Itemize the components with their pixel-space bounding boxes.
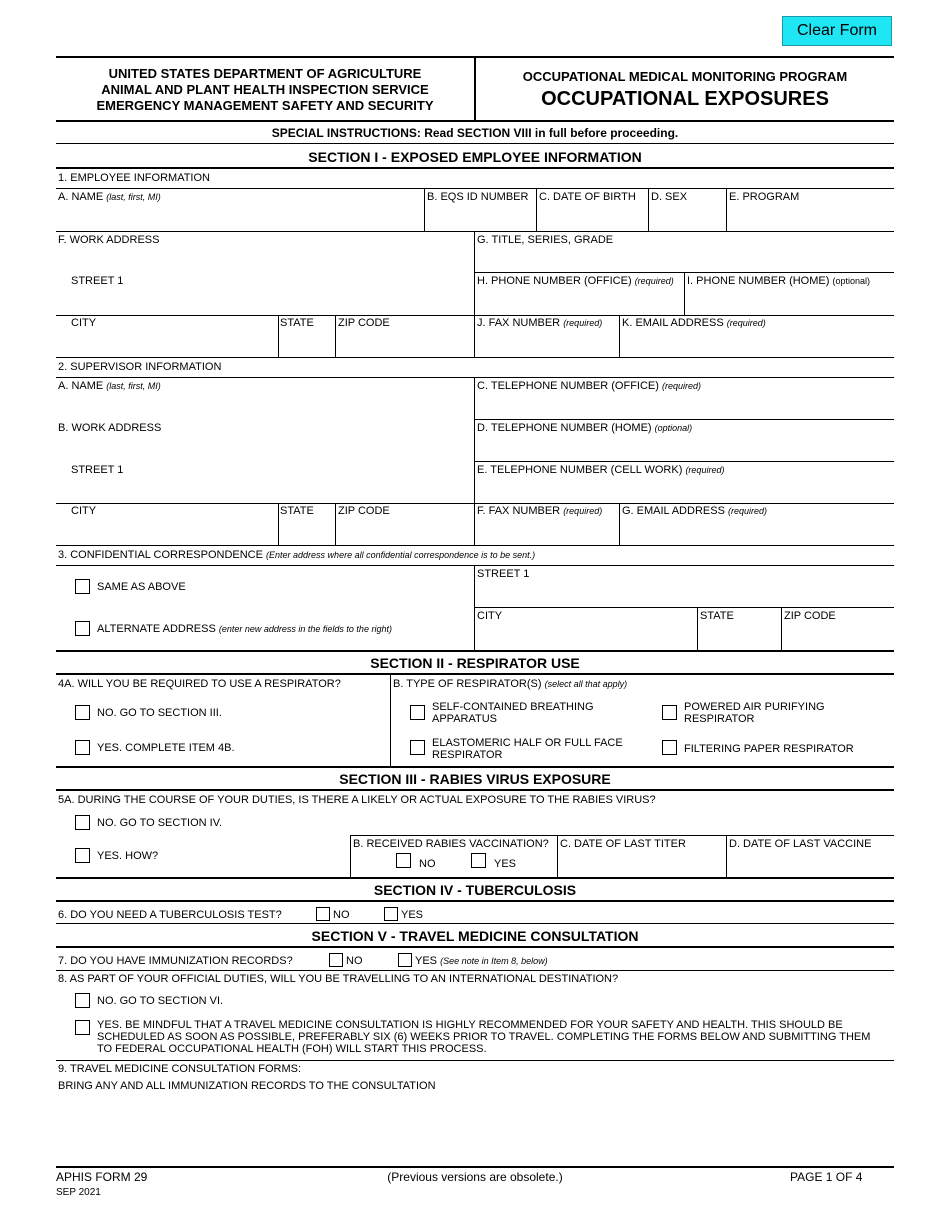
sup-tel-cell-field[interactable]	[475, 477, 893, 502]
tb-yes-checkbox[interactable]	[384, 907, 398, 921]
rabies-no-label: NO. GO TO SECTION IV.	[97, 817, 223, 829]
sup-tel-home-field[interactable]	[475, 435, 893, 460]
respirator-yes-checkbox[interactable]	[75, 740, 90, 755]
email-label: K. EMAIL ADDRESS (required)	[622, 317, 766, 329]
fax-label: J. FAX NUMBER (required)	[477, 317, 603, 329]
sup-city-label: CITY	[71, 505, 97, 517]
q6-label: 6. DO YOU NEED A TUBERCULOSIS TEST?	[58, 909, 282, 921]
street-label: STREET 1	[71, 275, 124, 287]
section-1-title: SECTION I - EXPOSED EMPLOYEE INFORMATION	[308, 149, 642, 165]
program-field[interactable]	[727, 204, 893, 229]
sup-email-label: G. EMAIL ADDRESS (required)	[622, 505, 767, 517]
employee-name-field[interactable]	[57, 204, 423, 229]
travel-yes-label: YES. BE MINDFUL THAT A TRAVEL MEDICINE CONSULTATION IS HIGHLY RECOMMENDED FOR YOUR SAFETY AND HEALTH. THIS SHOULD BE SCHEDULED AS SOON AS POSSIBLE, PREFERABLY SIX (6) WEEKS PRIOR TO TRAVEL. COMPLETING THE FORMS BELOW AND SUBMITTING THEM TO FEDERAL OCCUPATIONAL HEALTH (FOH) WILL START THIS PROCESS.	[97, 1019, 871, 1055]
sup-email-field[interactable]	[620, 518, 893, 543]
sup-street-field[interactable]	[57, 477, 473, 502]
phone-office-field[interactable]	[475, 288, 683, 313]
city-label: CITY	[71, 317, 97, 329]
last-titer-field[interactable]	[558, 851, 725, 875]
elastomeric-checkbox[interactable]	[410, 740, 425, 755]
respirator-no-checkbox[interactable]	[75, 705, 90, 720]
scba-label: SELF-CONTAINED BREATHING APPARATUS	[432, 701, 594, 725]
q9-label: 9. TRAVEL MEDICINE CONSULTATION FORMS:	[58, 1063, 302, 1075]
sup-street-label: STREET 1	[71, 464, 124, 476]
eqs-id-label: B. EQS ID NUMBER	[427, 191, 529, 203]
cc-zip-label: ZIP CODE	[784, 610, 836, 622]
rabies-yes-checkbox[interactable]	[75, 848, 90, 863]
street-field[interactable]	[57, 288, 473, 313]
vaccination-no-label: NO	[419, 858, 436, 870]
item-1-label: 1. EMPLOYEE INFORMATION	[58, 172, 210, 184]
section-3-title: SECTION III - RABIES VIRUS EXPOSURE	[339, 771, 611, 787]
immunization-yes-label: YES (See note in Item 8, below)	[415, 955, 548, 967]
sup-fax-label: F. FAX NUMBER (required)	[477, 505, 603, 517]
tb-yes-label: YES	[401, 909, 424, 921]
vaccination-yes-label: YES	[494, 858, 517, 870]
last-vaccine-label: D. DATE OF LAST VACCINE	[729, 838, 872, 850]
q7-label: 7. DO YOU HAVE IMMUNIZATION RECORDS?	[58, 955, 293, 967]
vaccination-no-checkbox[interactable]	[396, 853, 411, 868]
same-as-above-checkbox[interactable]	[75, 579, 90, 594]
phone-home-field[interactable]	[685, 288, 893, 313]
supervisor-name-label: A. NAME (last, first, MI)	[58, 380, 161, 392]
tb-no-label: NO	[333, 909, 350, 921]
eqs-id-field[interactable]	[425, 204, 535, 229]
cc-zip-field[interactable]	[782, 623, 893, 649]
form-number: APHIS FORM 29	[56, 1170, 148, 1184]
sup-city-field[interactable]	[57, 518, 277, 543]
respirator-yes-label: YES. COMPLETE ITEM 4B.	[97, 742, 235, 754]
special-instructions: SPECIAL INSTRUCTIONS: Read SECTION VIII in full before proceeding.	[271, 126, 679, 140]
email-field[interactable]	[620, 330, 893, 355]
alternate-address-label: ALTERNATE ADDRESS (enter new address in the fields to the right)	[97, 623, 392, 635]
respirator-no-label: NO. GO TO SECTION III.	[97, 707, 222, 719]
agency-name: UNITED STATES DEPARTMENT OF AGRICULTURE ANIMAL AND PLANT HEALTH INSPECTION SERVICE EMERGENCY MANAGEMENT SAFETY AND SECURITY	[96, 66, 434, 113]
q8-label: 8. AS PART OF YOUR OFFICIAL DUTIES, WILL YOU BE TRAVELLING TO AN INTERNATIONAL DESTINATION?	[58, 973, 619, 985]
filtering-checkbox[interactable]	[662, 740, 677, 755]
section-5-title: SECTION V - TRAVEL MEDICINE CONSULTATION	[311, 928, 639, 944]
clear-form-button[interactable]: Clear Form	[782, 16, 892, 46]
phone-office-label: H. PHONE NUMBER (OFFICE) (required)	[477, 275, 674, 287]
title-series-label: G. TITLE, SERIES, GRADE	[477, 234, 614, 246]
rabies-no-checkbox[interactable]	[75, 815, 90, 830]
section-2-title: SECTION II - RESPIRATOR USE	[370, 655, 580, 671]
cc-city-label: CITY	[477, 610, 503, 622]
zip-label: ZIP CODE	[338, 317, 390, 329]
sup-zip-field[interactable]	[336, 518, 473, 543]
page-number: PAGE 1 OF 4	[790, 1170, 863, 1184]
travel-no-label: NO. GO TO SECTION VI.	[97, 995, 224, 1007]
same-as-above-label: SAME AS ABOVE	[97, 581, 186, 593]
program-name: OCCUPATIONAL MEDICAL MONITORING PROGRAM	[522, 69, 848, 84]
immunization-yes-checkbox[interactable]	[398, 953, 412, 967]
city-field[interactable]	[57, 330, 277, 355]
sup-state-field[interactable]	[279, 518, 334, 543]
papr-checkbox[interactable]	[662, 705, 677, 720]
cc-city-field[interactable]	[475, 623, 696, 649]
sex-label: D. SEX	[651, 191, 688, 203]
phone-home-label: I. PHONE NUMBER (HOME) (optional)	[687, 275, 870, 287]
fax-field[interactable]	[475, 330, 618, 355]
tb-no-checkbox[interactable]	[316, 907, 330, 921]
cc-state-field[interactable]	[698, 623, 780, 649]
cc-street-field[interactable]	[475, 581, 893, 606]
alternate-address-checkbox[interactable]	[75, 621, 90, 636]
program-label: E. PROGRAM	[729, 191, 800, 203]
sup-tel-office-field[interactable]	[475, 393, 893, 418]
last-titer-label: C. DATE OF LAST TITER	[560, 838, 686, 850]
header-bottom-rule	[56, 120, 894, 122]
dob-label: C. DATE OF BIRTH	[539, 191, 636, 203]
supervisor-name-field[interactable]	[57, 393, 473, 418]
sup-state-label: STATE	[280, 505, 314, 517]
sup-tel-office-label: C. TELEPHONE NUMBER (OFFICE) (required)	[477, 380, 702, 392]
immunization-no-checkbox[interactable]	[329, 953, 343, 967]
employee-name-label: A. NAME (last, first, MI)	[58, 191, 161, 203]
filtering-label: FILTERING PAPER RESPIRATOR	[684, 743, 854, 755]
vaccination-yes-checkbox[interactable]	[471, 853, 486, 868]
state-field[interactable]	[279, 330, 334, 355]
item-2-label: 2. SUPERVISOR INFORMATION	[58, 361, 222, 373]
sup-zip-label: ZIP CODE	[338, 505, 390, 517]
sup-fax-field[interactable]	[475, 518, 618, 543]
papr-label: POWERED AIR PURIFYING RESPIRATOR	[684, 701, 825, 725]
q4a-label: 4A. WILL YOU BE REQUIRED TO USE A RESPIRATOR?	[58, 678, 341, 690]
form-title: OCCUPATIONAL EXPOSURES	[541, 88, 829, 110]
last-vaccine-field[interactable]	[727, 851, 893, 875]
elastomeric-label: ELASTOMERIC HALF OR FULL FACE RESPIRATOR	[432, 737, 623, 761]
sex-field[interactable]	[649, 204, 725, 229]
rabies-yes-label: YES. HOW?	[97, 850, 159, 862]
state-label: STATE	[280, 317, 314, 329]
sup-work-address-label: B. WORK ADDRESS	[58, 422, 162, 434]
work-address-field[interactable]	[57, 247, 473, 271]
sup-work-address-field[interactable]	[57, 435, 473, 460]
q5a-label: 5A. DURING THE COURSE OF YOUR DUTIES, IS THERE A LIKELY OR ACTUAL EXPOSURE TO THE RABIES VIRUS?	[58, 794, 656, 806]
sup-tel-cell-label: E. TELEPHONE NUMBER (CELL WORK) (required)	[477, 464, 725, 476]
vaccination-label: B. RECEIVED RABIES VACCINATION?	[353, 838, 549, 850]
obsolete-note: (Previous versions are obsolete.)	[387, 1170, 563, 1184]
dob-field[interactable]	[537, 204, 647, 229]
work-address-label: F. WORK ADDRESS	[58, 234, 160, 246]
section-4-title: SECTION IV - TUBERCULOSIS	[373, 882, 577, 898]
zip-field[interactable]	[336, 330, 473, 355]
sup-tel-home-label: D. TELEPHONE NUMBER (HOME) (optional)	[477, 422, 693, 434]
travel-no-checkbox[interactable]	[75, 993, 90, 1008]
immunization-no-label: NO	[346, 955, 363, 967]
q9-note: BRING ANY AND ALL IMMUNIZATION RECORDS TO THE CONSULTATION	[58, 1080, 436, 1092]
form-date: SEP 2021	[56, 1187, 101, 1198]
scba-checkbox[interactable]	[410, 705, 425, 720]
q4b-label: B. TYPE OF RESPIRATOR(S) (select all that apply)	[393, 678, 628, 690]
travel-yes-checkbox[interactable]	[75, 1020, 90, 1035]
cc-street-label: STREET 1	[477, 568, 530, 580]
cc-state-label: STATE	[700, 610, 734, 622]
item-3-label: 3. CONFIDENTIAL CORRESPONDENCE (Enter address where all confidential correspondence is to be sent.)	[58, 549, 536, 561]
title-series-field[interactable]	[475, 247, 893, 271]
